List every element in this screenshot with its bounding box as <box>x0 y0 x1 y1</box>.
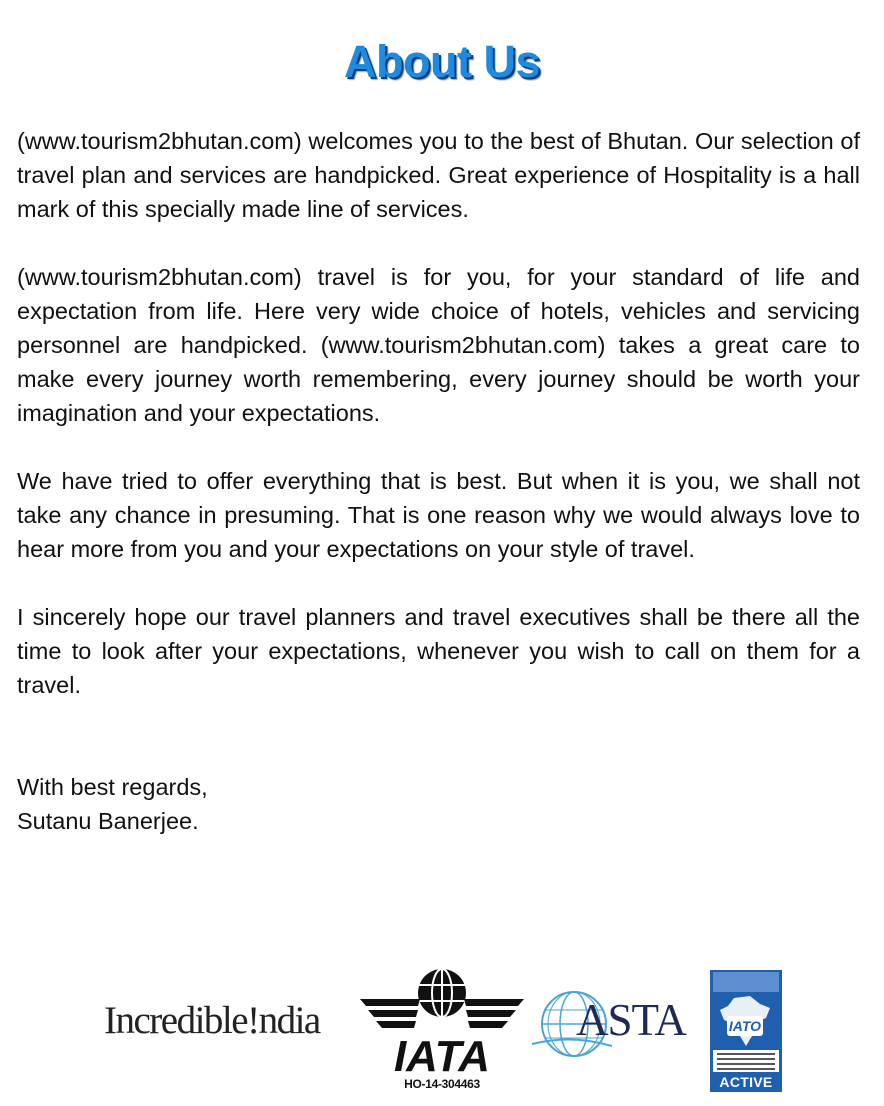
iata-emblem <box>358 963 526 1077</box>
incredible-india-wordmark: Incredible!ndia <box>104 999 320 1042</box>
asta-logo <box>532 984 686 1064</box>
iata-registration-number: HO-14-304463 <box>404 1077 480 1091</box>
iata-wordmark: IATA <box>393 1032 491 1077</box>
affiliation-logos <box>0 960 884 1100</box>
page-title: About Us <box>344 36 540 87</box>
signoff <box>17 770 208 838</box>
paragraph-planners: I sincerely hope our travel planners and travel executives shall be there all the time to look after your expectations, whenever you wish to call on them for a travel. <box>17 604 860 698</box>
iata-logo <box>358 963 526 1093</box>
iato-association-text <box>713 1050 779 1072</box>
iato-active-label: ACTIVE <box>719 1074 773 1090</box>
iato-logo <box>710 970 782 1092</box>
iato-badge: IATO <box>728 1018 762 1034</box>
about-body <box>17 124 860 736</box>
paragraph-best-offer: We have tried to offer everything that is best. But when it is you, we shall not take any chance in presuming. That is one reason why we would always love to hear more from you and your expectations on your style of travel. <box>17 468 860 562</box>
paragraph-welcome: (www.tourism2bhutan.com) welcomes you to the best of Bhutan. Our selection of travel plan and services are handpicked. Great experience of Hospitality is a hall mark of this specially made line of services. <box>17 128 860 222</box>
paragraph-travel-for-you: (www.tourism2bhutan.com) travel is for you, for your standard of life and expectation from life. Here very wide choice of hotels, vehicles and servicing personnel are handpicked. (www.tourism2bhutan.com) takes a great care to make every journey worth remembering, every journey should be worth your imagination and your expectations. <box>17 264 860 426</box>
iato-header-band <box>713 972 779 992</box>
closing-line: With best regards, <box>17 774 208 800</box>
incredible-india-logo <box>104 998 320 1043</box>
asta-wordmark: ASTA <box>576 995 686 1045</box>
signature: Sutanu Banerjee. <box>17 808 199 834</box>
